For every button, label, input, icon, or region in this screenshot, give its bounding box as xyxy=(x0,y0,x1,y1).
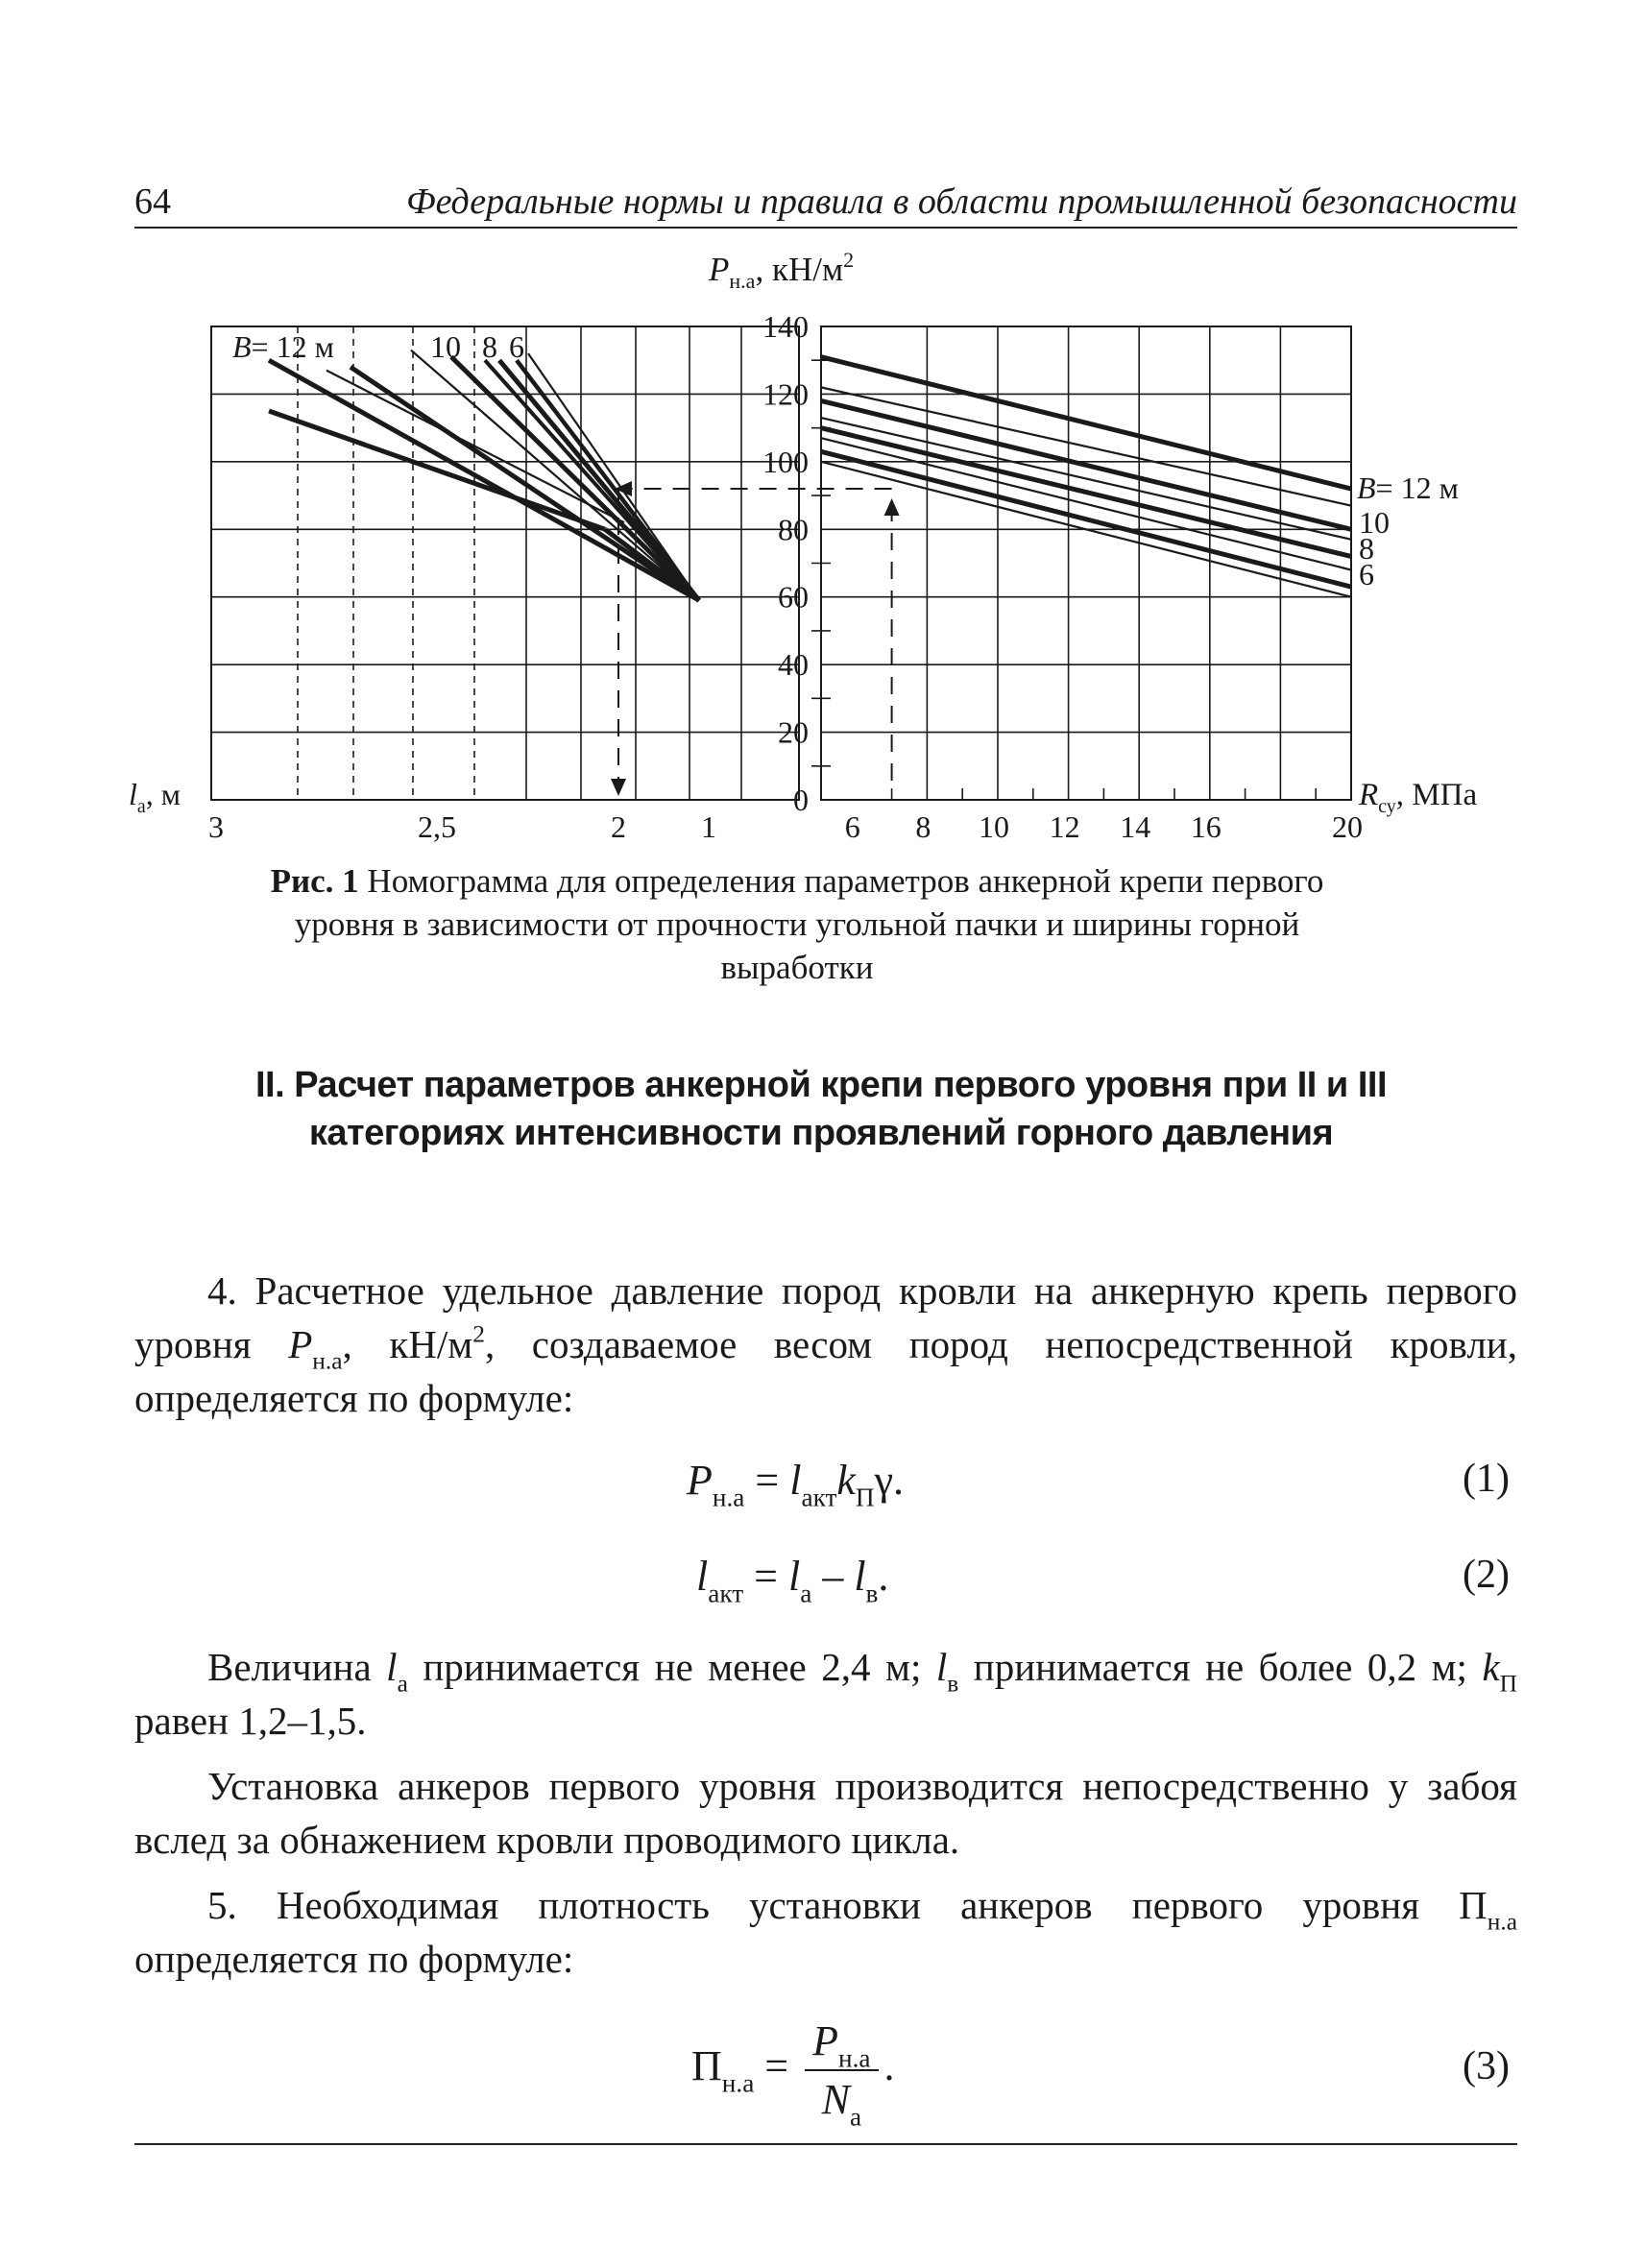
left-x-tick-label: 2,5 xyxy=(418,809,456,844)
y-tick-label: 40 xyxy=(778,647,809,683)
left-x-axis-label: $l_а$, м xyxy=(129,777,181,817)
y-tick-label: 80 xyxy=(778,512,809,547)
y-tick-label: 120 xyxy=(762,376,809,412)
formula-1: $P_{н.а} = l_{акт}k_П\gamma$. (1) xyxy=(687,1457,1510,1512)
example-arrow-up xyxy=(884,498,900,516)
paragraph-values: Величина $l_а$ принимается не менее 2,4 м; $l_в$ принимается не более 0,2 м; $k_П$ равен 1,2–1,5. xyxy=(134,1645,1517,1743)
paragraph-5: 5. Необходимая плотность установки анкеров первого уровня $П_{н.а}$ определяется по формуле: xyxy=(134,1883,1517,1981)
right-b-label: B= 12 м xyxy=(1357,470,1459,505)
formula-2-number: (2) xyxy=(1463,1553,1510,1597)
left-fan-line xyxy=(351,367,699,600)
page-number: 64 xyxy=(134,181,171,222)
left-b-label-6: 6 xyxy=(509,329,524,364)
left-frame xyxy=(211,326,799,800)
formula-1-number: (1) xyxy=(1463,1457,1510,1501)
nomogram-chart xyxy=(106,240,1546,855)
right-series-line xyxy=(821,451,1351,587)
left-x-tick-label: 3 xyxy=(208,809,224,844)
right-x-tick-label: 6 xyxy=(844,809,860,844)
section-title: II. Расчет параметров анкерной крепи первого уровня при II и III категориях интенсивности проявлений горного давления xyxy=(254,1065,1388,1153)
right-lines xyxy=(821,357,1351,597)
left-lines xyxy=(269,350,699,601)
header-rule xyxy=(134,227,1517,229)
y-tick-label: 0 xyxy=(793,783,809,817)
running-title: Федеральные нормы и правила в области промышленной безопасности xyxy=(406,181,1517,222)
y-tick-label: 100 xyxy=(762,444,809,479)
right-x-tick-label: 12 xyxy=(1049,809,1080,844)
left-fan-line xyxy=(269,360,699,600)
example-path xyxy=(611,481,900,796)
y-tick-label: 60 xyxy=(778,579,809,615)
y-axis-label: $P_{н.а}$, $кН/м^2$ xyxy=(709,248,855,293)
example-arrow-down xyxy=(611,779,626,796)
right-b-label-8: 8 xyxy=(1359,531,1374,566)
y-tick-label: 20 xyxy=(778,714,809,750)
left-x-tick-label: 2 xyxy=(611,809,626,844)
formula-2: $l_{акт} = l_а - l_в$. (2) xyxy=(696,1553,1510,1608)
left-grid xyxy=(211,326,799,800)
left-b-label-8: 8 xyxy=(482,329,497,364)
left-fan-line xyxy=(528,353,699,600)
left-b-label-10: 10 xyxy=(430,329,461,364)
footer-rule xyxy=(134,2143,1517,2145)
right-x-tick-label: 10 xyxy=(979,809,1009,844)
formula-3-number: (3) xyxy=(1463,2044,1510,2088)
right-b-label-10: 10 xyxy=(1359,505,1390,540)
paragraph-4: 4. Расчетное удельное давление пород кровли на анкерную крепь первого уровня $P_{н.а}$, $кН/м^2$, создаваемое весом пород непосредственной кровли, определяется по формуле: xyxy=(134,1268,1517,1420)
right-frame xyxy=(821,326,1351,800)
figure-caption xyxy=(250,859,1344,989)
right-series-line xyxy=(821,438,1351,569)
paragraph-install: Установка анкеров первого уровня производится непосредственно у забоя вслед за обнажением кровли проводимого цикла. xyxy=(134,1764,1517,1862)
right-x-tick-label: 16 xyxy=(1190,809,1222,844)
figure-caption-text: Номограмма для определения параметров анкерной крепи первого уровня в зависимости от прочности угольной пачки и ширины горной выработки xyxy=(294,862,1324,986)
right-series-line xyxy=(821,400,1351,529)
right-x-tick-label: 20 xyxy=(1332,809,1363,844)
left-x-tick-label: 1 xyxy=(701,809,716,844)
formula-3: $П_{н.а}$ = $\frac{P_{н.а}}{N_а}$ . (3) xyxy=(691,2017,1510,2132)
right-x-tick-label: 8 xyxy=(915,809,931,844)
page-header xyxy=(134,181,1517,227)
right-x-axis-label: $R_{су}$, МПа xyxy=(1359,778,1478,817)
right-b-label-6: 6 xyxy=(1359,557,1374,591)
figure-label: Рис. 1 xyxy=(270,862,359,900)
right-x-tick-label: 14 xyxy=(1120,809,1151,844)
right-series-line xyxy=(821,357,1351,489)
y-tick-label: 140 xyxy=(762,309,809,344)
left-fan-line xyxy=(517,360,699,600)
left-b-label: B= 12 м xyxy=(232,329,334,364)
